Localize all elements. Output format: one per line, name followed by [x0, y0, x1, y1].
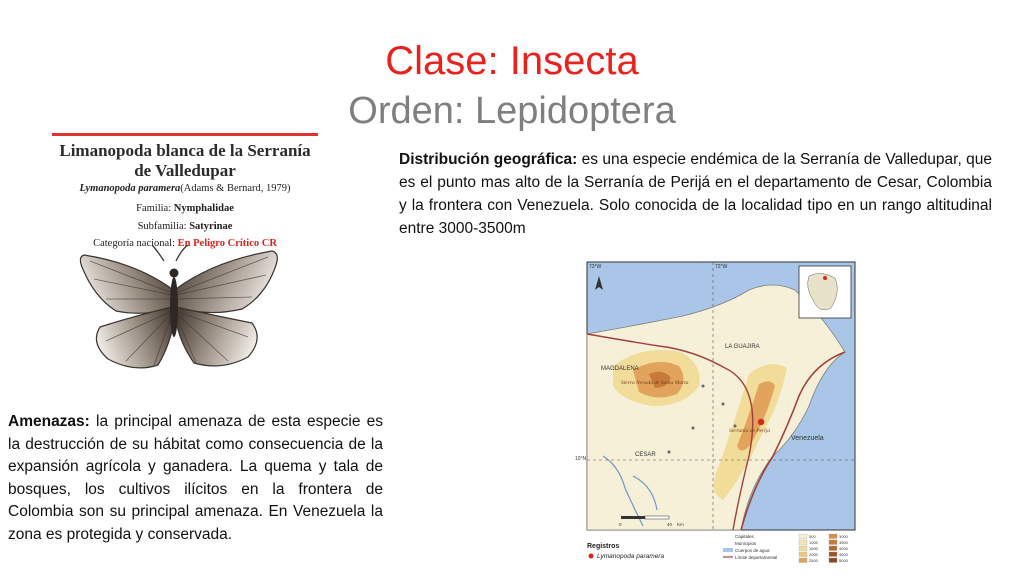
species-scientific-line — [52, 183, 318, 194]
scale-label-0: 0 — [619, 522, 622, 527]
elevation-swatch — [829, 558, 837, 563]
elevation-swatch — [829, 546, 837, 551]
distribution-paragraph — [399, 148, 992, 240]
elevation-label: 4500 — [839, 552, 848, 557]
butterfly-image — [76, 245, 294, 385]
subfamily-value: Satyrinae — [189, 221, 233, 232]
species-subfamily-line — [52, 221, 318, 232]
elevation-label: 1000 — [809, 540, 818, 545]
legend-water-swatch — [723, 548, 733, 552]
species-scientific-name: Lymanopoda paramera — [79, 183, 181, 194]
elevation-label: 1500 — [809, 546, 818, 551]
region-label-guajira: LA GUAJIRA — [725, 344, 760, 350]
card-divider — [52, 133, 318, 136]
elevation-swatch — [799, 534, 807, 539]
threats-paragraph — [8, 411, 383, 546]
elevation-label: 2500 — [809, 558, 818, 563]
subtitle-text: Orden: Lepidoptera — [348, 90, 676, 132]
region-label-venezuela: Venezuela — [791, 435, 824, 442]
legend-municipalities: Municipios — [735, 541, 757, 546]
family-value: Nymphalidae — [173, 203, 234, 214]
distribution-label: Distribución geográfica: — [399, 151, 578, 168]
region-label-cesar: CESAR — [635, 452, 656, 458]
elevation-swatch — [829, 552, 837, 557]
legend-species: Lymanopoda paramera — [597, 553, 665, 560]
species-family-line — [52, 203, 318, 214]
elevation-label: 3500 — [839, 540, 848, 545]
legend-border: Límite departamental — [735, 555, 778, 560]
species-card — [52, 127, 322, 257]
inset-map — [799, 266, 851, 318]
species-common-name: Limanopoda blanca de la Serranía de Valledupar — [59, 141, 311, 180]
lon-label: 10°N — [575, 456, 587, 462]
scale-unit: Km — [677, 522, 684, 527]
subfamily-label: Subfamilia: — [137, 221, 187, 232]
region-label-magdalena: MAGDALENA — [601, 366, 639, 372]
category-label: Categoría nacional: — [93, 238, 176, 249]
species-authority: (Adams & Bernard, 1979) — [180, 183, 291, 194]
elevation-swatch — [829, 540, 837, 545]
scale-label-40: 40 — [667, 522, 673, 527]
legend-water: Cuerpos de agua — [735, 548, 770, 553]
legend-record-marker — [589, 554, 594, 559]
elevation-label: 3000 — [839, 534, 848, 539]
legend-title: Registros — [587, 543, 620, 550]
elevation-label: 500 — [809, 534, 816, 539]
elevation-label: 5000 — [839, 558, 848, 563]
distribution-map — [573, 256, 863, 571]
record-marker — [758, 419, 764, 425]
elevation-label: 2000 — [809, 552, 818, 557]
category-value: En Peligro Crítico CR — [177, 238, 277, 249]
elevation-swatch — [799, 546, 807, 551]
threats-label: Amenazas: — [8, 413, 90, 430]
family-label: Familia: — [136, 203, 172, 214]
lat-label-72: 72°W — [715, 264, 728, 270]
elevation-label: 4000 — [839, 546, 848, 551]
slide-title: Clase: Insecta — [385, 39, 639, 83]
lat-label-73: 73°W — [589, 264, 602, 270]
elevation-swatch — [799, 540, 807, 545]
elevation-swatch — [829, 534, 837, 539]
feature-label-perija: Serranía de Perijá — [729, 428, 770, 434]
elevation-swatch — [799, 552, 807, 557]
elevation-swatch — [799, 558, 807, 563]
distribution-text: es una especie endémica de la Serranía de Valledupar, que es el punto mas alto de la Serranía de Perijá en el departamento de Cesar, Colombia y la frontera con Venezuela. Solo conocida de la localidad tipo en un rango altitudinal entre 3000-3500m — [399, 151, 992, 237]
feature-label-sierra: Sierra Nevada de Santa Marta — [621, 380, 689, 386]
threats-text: la principal amenaza de esta especie es la destrucción de su hábitat como consecuencia de la expansión agrícola y ganadera. La quema y tala de bosques, los cultivos ilícitos en la frontera de Colombia son su principal amenaza. En Venezuela la zona es protegida y conservada. — [8, 413, 383, 543]
legend-capitals: Capitales — [735, 534, 754, 539]
